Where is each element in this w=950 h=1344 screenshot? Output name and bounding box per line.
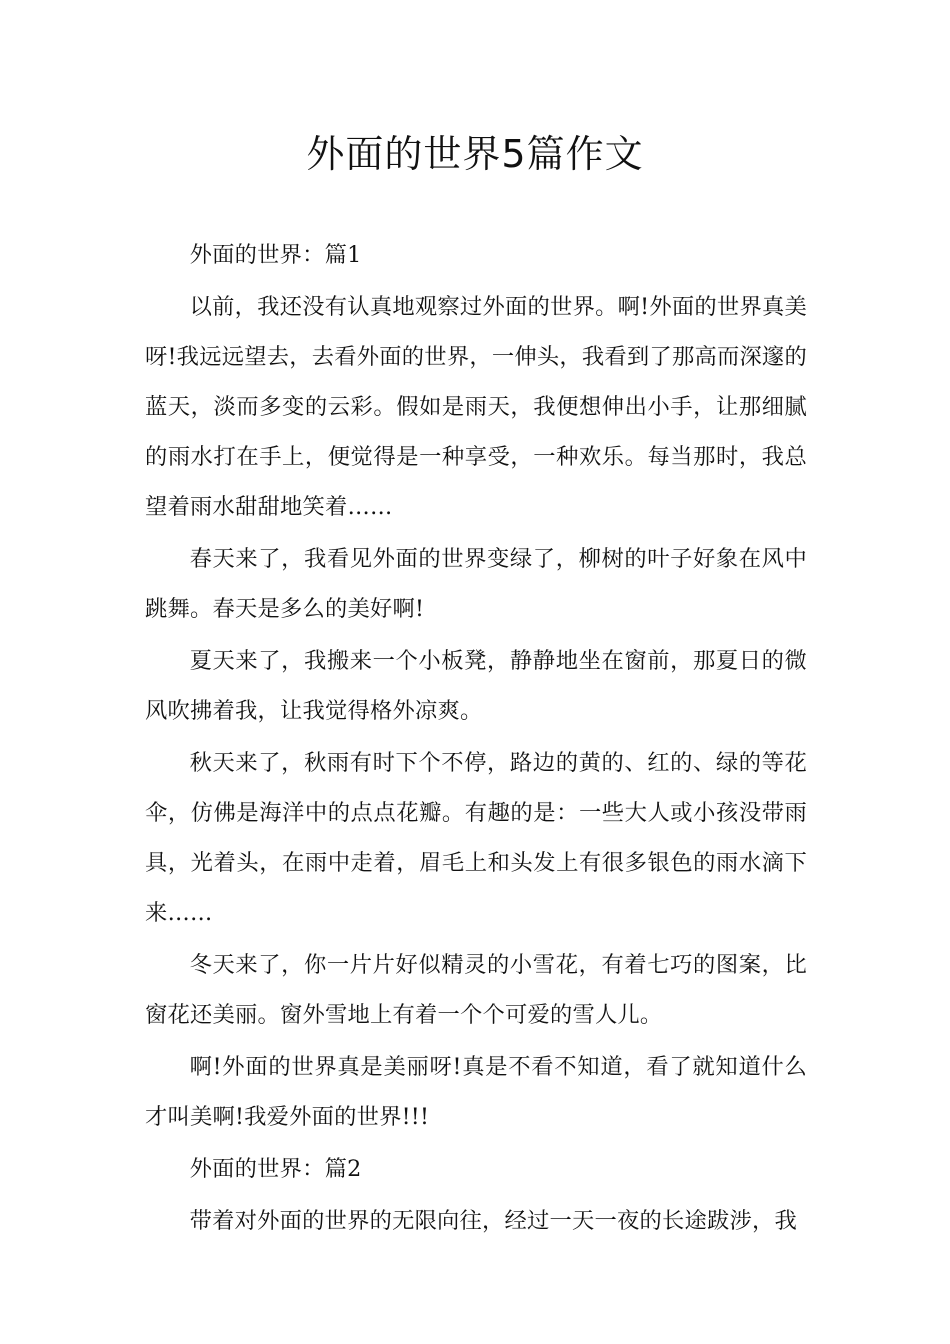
paragraph: 带着对外面的世界的无限向往，经过一天一夜的长途跋涉，我 [189, 1208, 798, 1234]
paragraph: 啊!外面的世界真是美丽呀!真是不看不知道，看了就知道什么才叫美啊!我爱外面的世界!!! [145, 1054, 807, 1130]
section-heading-2: 外面的世界：篇2 [189, 1156, 362, 1182]
paragraph: 冬天来了，你一片片好似精灵的小雪花，有着七巧的图案，比窗花还美丽。窗外雪地上有着一个个可爱的雪人儿。 [145, 952, 807, 1028]
paragraph: 秋天来了，秋雨有时下个不停，路边的黄的、红的、绿的等花伞，仿佛是海洋中的点点花瓣。有趣的是：一些大人或小孩没带雨具，光着头，在雨中走着，眉毛上和头发上有很多银色的雨水滴下来…… [145, 750, 807, 926]
section-heading-1: 外面的世界：篇1 [189, 242, 362, 268]
document-title: 外面的世界5篇作文 [306, 132, 644, 176]
paragraph: 夏天来了，我搬来一个小板凳，静静地坐在窗前，那夏日的微风吹拂着我，让我觉得格外凉爽。 [145, 648, 807, 724]
paragraph: 以前，我还没有认真地观察过外面的世界。啊!外面的世界真美呀!我远远望去，去看外面的世界，一伸头，我看到了那高而深邃的蓝天，淡而多变的云彩。假如是雨天，我便想伸出小手，让那细腻的雨水打在手上，便觉得是一种享受，一种欢乐。每当那时，我总望着雨水甜甜地笑着…… [145, 294, 807, 520]
document-body [145, 230, 807, 1248]
paragraph: 春天来了，我看见外面的世界变绿了，柳树的叶子好象在风中跳舞。春天是多么的美好啊! [145, 546, 807, 622]
